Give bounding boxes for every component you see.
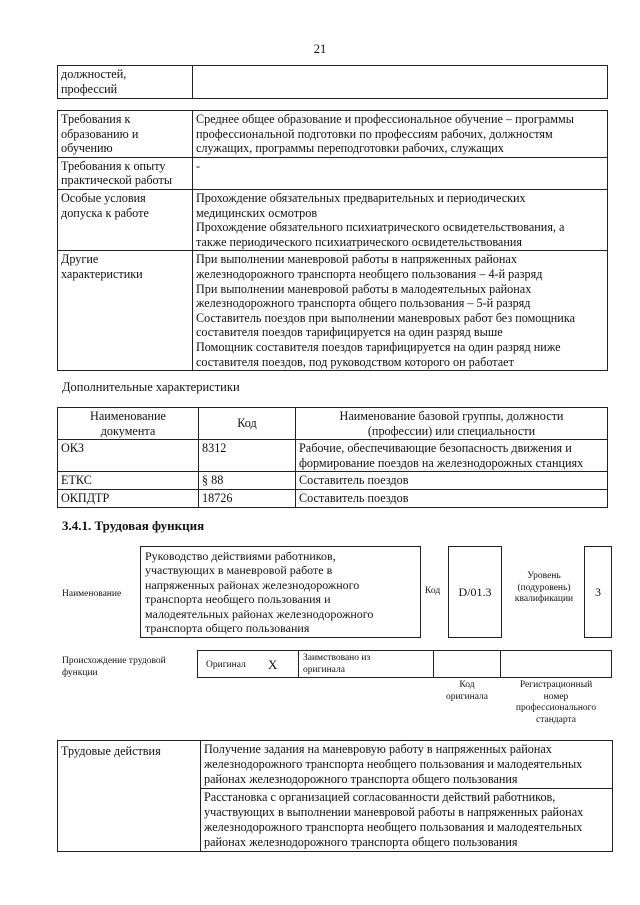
requirement-value [193,111,608,158]
requirement-label [58,157,193,189]
value-line: составителя поездов тарифицируется на один разряд выше [196,325,503,340]
action-item [201,741,613,789]
value-line: железнодорожного транспорта необщего пользования – 4-й разряд [196,266,543,281]
original-mark: X [268,657,278,672]
additional-table [57,407,608,508]
header-line: Наименование базовой группы, должности [339,409,564,423]
level-label-line: квалификации [514,594,574,604]
caption-line: Регистрационный [519,680,593,690]
label-line: допуска к работе [61,205,149,220]
caption-line: Код [459,680,475,690]
action-item [201,789,613,852]
divider [298,651,299,677]
value-line: При выполнении маневровой работы в малодеятельных районах [196,281,532,296]
origin-row [197,650,612,678]
table-row [58,111,608,158]
caption-line: оригинала [446,691,488,702]
value-line: Помощник составителя поездов тарифицируется на один разряд ниже [196,339,561,354]
origin-label-line: Происхождение трудовой [62,656,166,666]
label-line: Особые условия [61,190,146,205]
label-line: Требования к опыту [61,158,166,173]
action-line: железнодорожного транспорта необщего пользования и малодеятельных [204,820,583,834]
level-label-line: Уровень [527,571,561,581]
additional-heading: Дополнительные характеристики [62,380,240,394]
code-caption [433,680,501,703]
level-label-line: (подуровень) [517,582,571,593]
borrowed-line: оригинала [303,664,345,675]
group-line: формирование поездов на железнодорожных станциях [299,455,584,470]
header-line: Наименование [90,409,166,423]
cell-doc: ЕТКС [58,472,199,490]
name-line: транспорта необщего пользования и [145,592,331,607]
value-line: медицинских осмотров [196,205,318,220]
action-line: районах железнодорожного транспорта общего пользования [204,772,518,786]
origin-label-line: функции [62,667,98,678]
label-line: практической работы [61,173,173,188]
table-row [58,440,608,472]
top-table [57,65,608,99]
table-row [58,189,608,250]
actions-table [57,740,613,852]
cell-group [296,440,608,472]
requirement-value [193,189,608,250]
header-line: документа [100,423,156,438]
value-line: При выполнении маневровой работы в напряженных районах [196,252,517,267]
value-line: железнодорожного транспорта общего пользования – 5-й разряд [196,296,531,311]
occupation-value-cell [193,66,608,99]
name-label: Наименование [62,589,122,599]
label-line: Другие [61,252,99,267]
requirement-label [58,189,193,250]
function-heading: 3.4.1. Трудовая функция [62,518,205,533]
divider [500,651,501,677]
level-value-box: 3 [584,546,612,638]
caption-line: стандарта [536,714,576,725]
original-label: Оригинал [206,660,246,670]
requirement-label [58,251,193,371]
cell-doc: ОКЗ [58,440,199,472]
name-line: участвующих в маневровой работе в [145,563,333,578]
value-line: - [196,158,201,173]
header-code: Код [199,408,296,440]
table-row [58,251,608,371]
action-line: Расстановка с организацией согласованности действий работников, [204,790,556,804]
table-row [58,472,608,490]
requirement-value [193,251,608,371]
requirement-label [58,111,193,158]
cell-code: 8312 [199,440,296,472]
caption-line: профессионального [515,703,597,713]
origin-label [62,656,166,679]
cell-code: 18726 [199,489,296,507]
name-line: малодеятельных районах железнодорожного [145,606,374,621]
value-line: Прохождение обязательного психиатрического освидетельствования, а [196,220,565,235]
value-line: Среднее общее образование и профессиональное обучение – программы [196,112,574,126]
label-line: характеристики [61,266,143,281]
name-line: напряженных районах железнодорожного [145,577,360,592]
value-line: профессиональной подготовки по профессиям рабочих, должностям [196,126,553,141]
reg-caption [500,680,612,726]
name-line: Руководство действиями работников, [145,549,336,563]
caption-line: номер [543,691,569,702]
action-line: районах железнодорожного транспорта общего пользования [204,835,518,849]
label-line: образованию и [61,126,139,141]
function-name-box [140,546,421,638]
occupation-label-line: должностей, [61,67,127,81]
level-label [505,571,583,606]
table-header-row [58,408,608,440]
label-line: Требования к [61,112,131,126]
header-doc [58,408,199,440]
label-line: обучению [61,141,113,156]
header-line: (профессии) или специальности [367,423,536,438]
cell-group: Составитель поездов [296,489,608,507]
cell-code: § 88 [199,472,296,490]
cell-doc: ОКПДТР [58,489,199,507]
value-line: служащих, программы переподготовки рабочих, служащих [196,141,504,156]
value-line: Составитель поездов при выполнении маневровых работ без помощника [196,310,575,325]
divider [433,651,434,677]
actions-label: Трудовые действия [58,741,201,852]
action-line: участвующих в выполнении маневровой работы в напряженных районах [204,805,584,819]
group-line: Рабочие, обеспечивающие безопасность движения и [299,441,572,456]
name-line: транспорта общего пользования [145,621,310,636]
page-number: 21 [313,42,327,56]
action-line: железнодорожного транспорта необщего пользования и малодеятельных [204,757,583,771]
table-row [58,157,608,189]
code-label: Код [425,586,441,596]
header-group [296,408,608,440]
value-line: также периодического психиатрического освидетельствования [196,234,522,249]
value-line: составителя поездов, под руководством которого он работает [196,354,514,369]
requirement-value [193,157,608,189]
value-line: Прохождение обязательных предварительных и периодических [196,190,526,205]
borrowed-line: Заимствовано из [303,653,371,663]
borrowed-label [303,653,370,676]
action-line: Получение задания на маневровую работу в напряженных районах [204,742,552,756]
requirements-table [57,110,608,371]
table-row [58,489,608,507]
function-code-box: D/01.3 [448,546,502,638]
table-row [58,741,613,789]
occupation-label-line: профессий [61,81,118,96]
occupation-label-cell [58,66,193,99]
cell-group: Составитель поездов [296,472,608,490]
